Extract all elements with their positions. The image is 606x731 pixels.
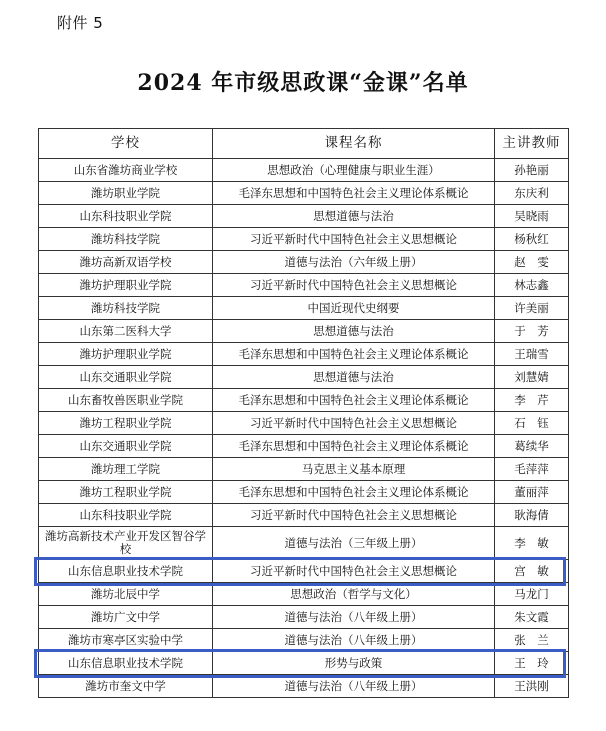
table-row xyxy=(39,583,569,606)
table-row xyxy=(39,343,569,366)
cell-school: 潍坊市奎文中学 xyxy=(39,675,213,698)
table-row xyxy=(39,228,569,251)
cell-school: 山东信息职业技术学院 xyxy=(39,652,213,675)
cell-teacher: 李 芹 xyxy=(495,389,569,412)
table-row xyxy=(39,320,569,343)
cell-school: 山东交通职业学院 xyxy=(39,435,213,458)
table-row xyxy=(39,458,569,481)
cell-school: 潍坊工程职业学院 xyxy=(39,481,213,504)
cell-teacher: 吴晓雨 xyxy=(495,205,569,228)
cell-course: 习近平新时代中国特色社会主义思想概论 xyxy=(213,412,495,435)
cell-course: 道德与法治（六年级上册） xyxy=(213,251,495,274)
table-row xyxy=(39,527,569,560)
cell-course: 道德与法治（三年级上册） xyxy=(213,527,495,560)
cell-school: 潍坊科技学院 xyxy=(39,297,213,320)
table-row xyxy=(39,435,569,458)
cell-school: 山东信息职业技术学院 xyxy=(39,560,213,583)
cell-teacher: 石 钰 xyxy=(495,412,569,435)
table-header-row xyxy=(39,129,569,159)
table-row xyxy=(39,652,569,675)
cell-teacher: 赵 雯 xyxy=(495,251,569,274)
cell-course: 道德与法治（八年级上册） xyxy=(213,606,495,629)
cell-course: 毛泽东思想和中国特色社会主义理论体系概论 xyxy=(213,435,495,458)
col-header-course: 课程名称 xyxy=(213,129,495,159)
cell-course: 习近平新时代中国特色社会主义思想概论 xyxy=(213,560,495,583)
course-table xyxy=(38,128,569,698)
cell-course: 思想政治（心理健康与职业生涯） xyxy=(213,159,495,182)
table-row xyxy=(39,504,569,527)
cell-teacher: 王 玲 xyxy=(495,652,569,675)
cell-course: 马克思主义基本原理 xyxy=(213,458,495,481)
table-row xyxy=(39,274,569,297)
cell-teacher: 王洪刚 xyxy=(495,675,569,698)
cell-course: 习近平新时代中国特色社会主义思想概论 xyxy=(213,228,495,251)
cell-teacher: 林志鑫 xyxy=(495,274,569,297)
cell-school: 潍坊科技学院 xyxy=(39,228,213,251)
cell-teacher: 李 敏 xyxy=(495,527,569,560)
cell-course: 道德与法治（八年级上册） xyxy=(213,675,495,698)
col-header-school: 学校 xyxy=(39,129,213,159)
cell-school: 山东省潍坊商业学校 xyxy=(39,159,213,182)
col-header-teacher: 主讲教师 xyxy=(495,129,569,159)
table-row xyxy=(39,389,569,412)
table-row xyxy=(39,560,569,583)
cell-school: 潍坊市寒亭区实验中学 xyxy=(39,629,213,652)
cell-course: 中国近现代史纲要 xyxy=(213,297,495,320)
cell-course: 习近平新时代中国特色社会主义思想概论 xyxy=(213,504,495,527)
table-row xyxy=(39,205,569,228)
cell-teacher: 东庆利 xyxy=(495,182,569,205)
cell-school: 潍坊高新双语学校 xyxy=(39,251,213,274)
cell-teacher: 毛萍萍 xyxy=(495,458,569,481)
cell-school: 山东科技职业学院 xyxy=(39,504,213,527)
table-row xyxy=(39,481,569,504)
cell-course: 毛泽东思想和中国特色社会主义理论体系概论 xyxy=(213,389,495,412)
cell-school: 潍坊护理职业学院 xyxy=(39,274,213,297)
table-row xyxy=(39,182,569,205)
cell-teacher: 马龙门 xyxy=(495,583,569,606)
cell-school: 潍坊理工学院 xyxy=(39,458,213,481)
cell-teacher: 杨秋红 xyxy=(495,228,569,251)
cell-school: 潍坊职业学院 xyxy=(39,182,213,205)
attachment-label: 附件 5 xyxy=(57,14,104,32)
table-row xyxy=(39,297,569,320)
cell-teacher: 朱文霞 xyxy=(495,606,569,629)
cell-school: 潍坊广文中学 xyxy=(39,606,213,629)
cell-teacher: 张 兰 xyxy=(495,629,569,652)
cell-school: 潍坊高新技术产业开发区智谷学校 xyxy=(39,527,213,560)
table-row xyxy=(39,675,569,698)
cell-course: 思想道德与法治 xyxy=(213,320,495,343)
cell-school: 潍坊北辰中学 xyxy=(39,583,213,606)
page-title: 2024 年市级思政课“金课”名单 xyxy=(137,70,469,96)
cell-course: 习近平新时代中国特色社会主义思想概论 xyxy=(213,274,495,297)
cell-teacher: 王瑞雪 xyxy=(495,343,569,366)
table-row xyxy=(39,629,569,652)
cell-teacher: 刘慧婧 xyxy=(495,366,569,389)
cell-course: 思想道德与法治 xyxy=(213,205,495,228)
cell-teacher: 许美丽 xyxy=(495,297,569,320)
cell-teacher: 宫 敏 xyxy=(495,560,569,583)
cell-teacher: 葛续华 xyxy=(495,435,569,458)
table-row xyxy=(39,366,569,389)
cell-teacher: 于 芳 xyxy=(495,320,569,343)
table-row xyxy=(39,251,569,274)
cell-course: 毛泽东思想和中国特色社会主义理论体系概论 xyxy=(213,343,495,366)
cell-course: 思想道德与法治 xyxy=(213,366,495,389)
cell-course: 思想政治（哲学与文化） xyxy=(213,583,495,606)
table-row xyxy=(39,412,569,435)
cell-school: 山东科技职业学院 xyxy=(39,205,213,228)
cell-school: 潍坊护理职业学院 xyxy=(39,343,213,366)
table-row xyxy=(39,606,569,629)
cell-course: 道德与法治（八年级上册） xyxy=(213,629,495,652)
cell-school: 山东第二医科大学 xyxy=(39,320,213,343)
table-row xyxy=(39,159,569,182)
cell-course: 毛泽东思想和中国特色社会主义理论体系概论 xyxy=(213,481,495,504)
cell-school: 潍坊工程职业学院 xyxy=(39,412,213,435)
cell-teacher: 耿海倩 xyxy=(495,504,569,527)
cell-school: 山东交通职业学院 xyxy=(39,366,213,389)
cell-teacher: 孙艳丽 xyxy=(495,159,569,182)
cell-teacher: 董丽萍 xyxy=(495,481,569,504)
cell-school: 山东畜牧兽医职业学院 xyxy=(39,389,213,412)
cell-course: 毛泽东思想和中国特色社会主义理论体系概论 xyxy=(213,182,495,205)
cell-course: 形势与政策 xyxy=(213,652,495,675)
